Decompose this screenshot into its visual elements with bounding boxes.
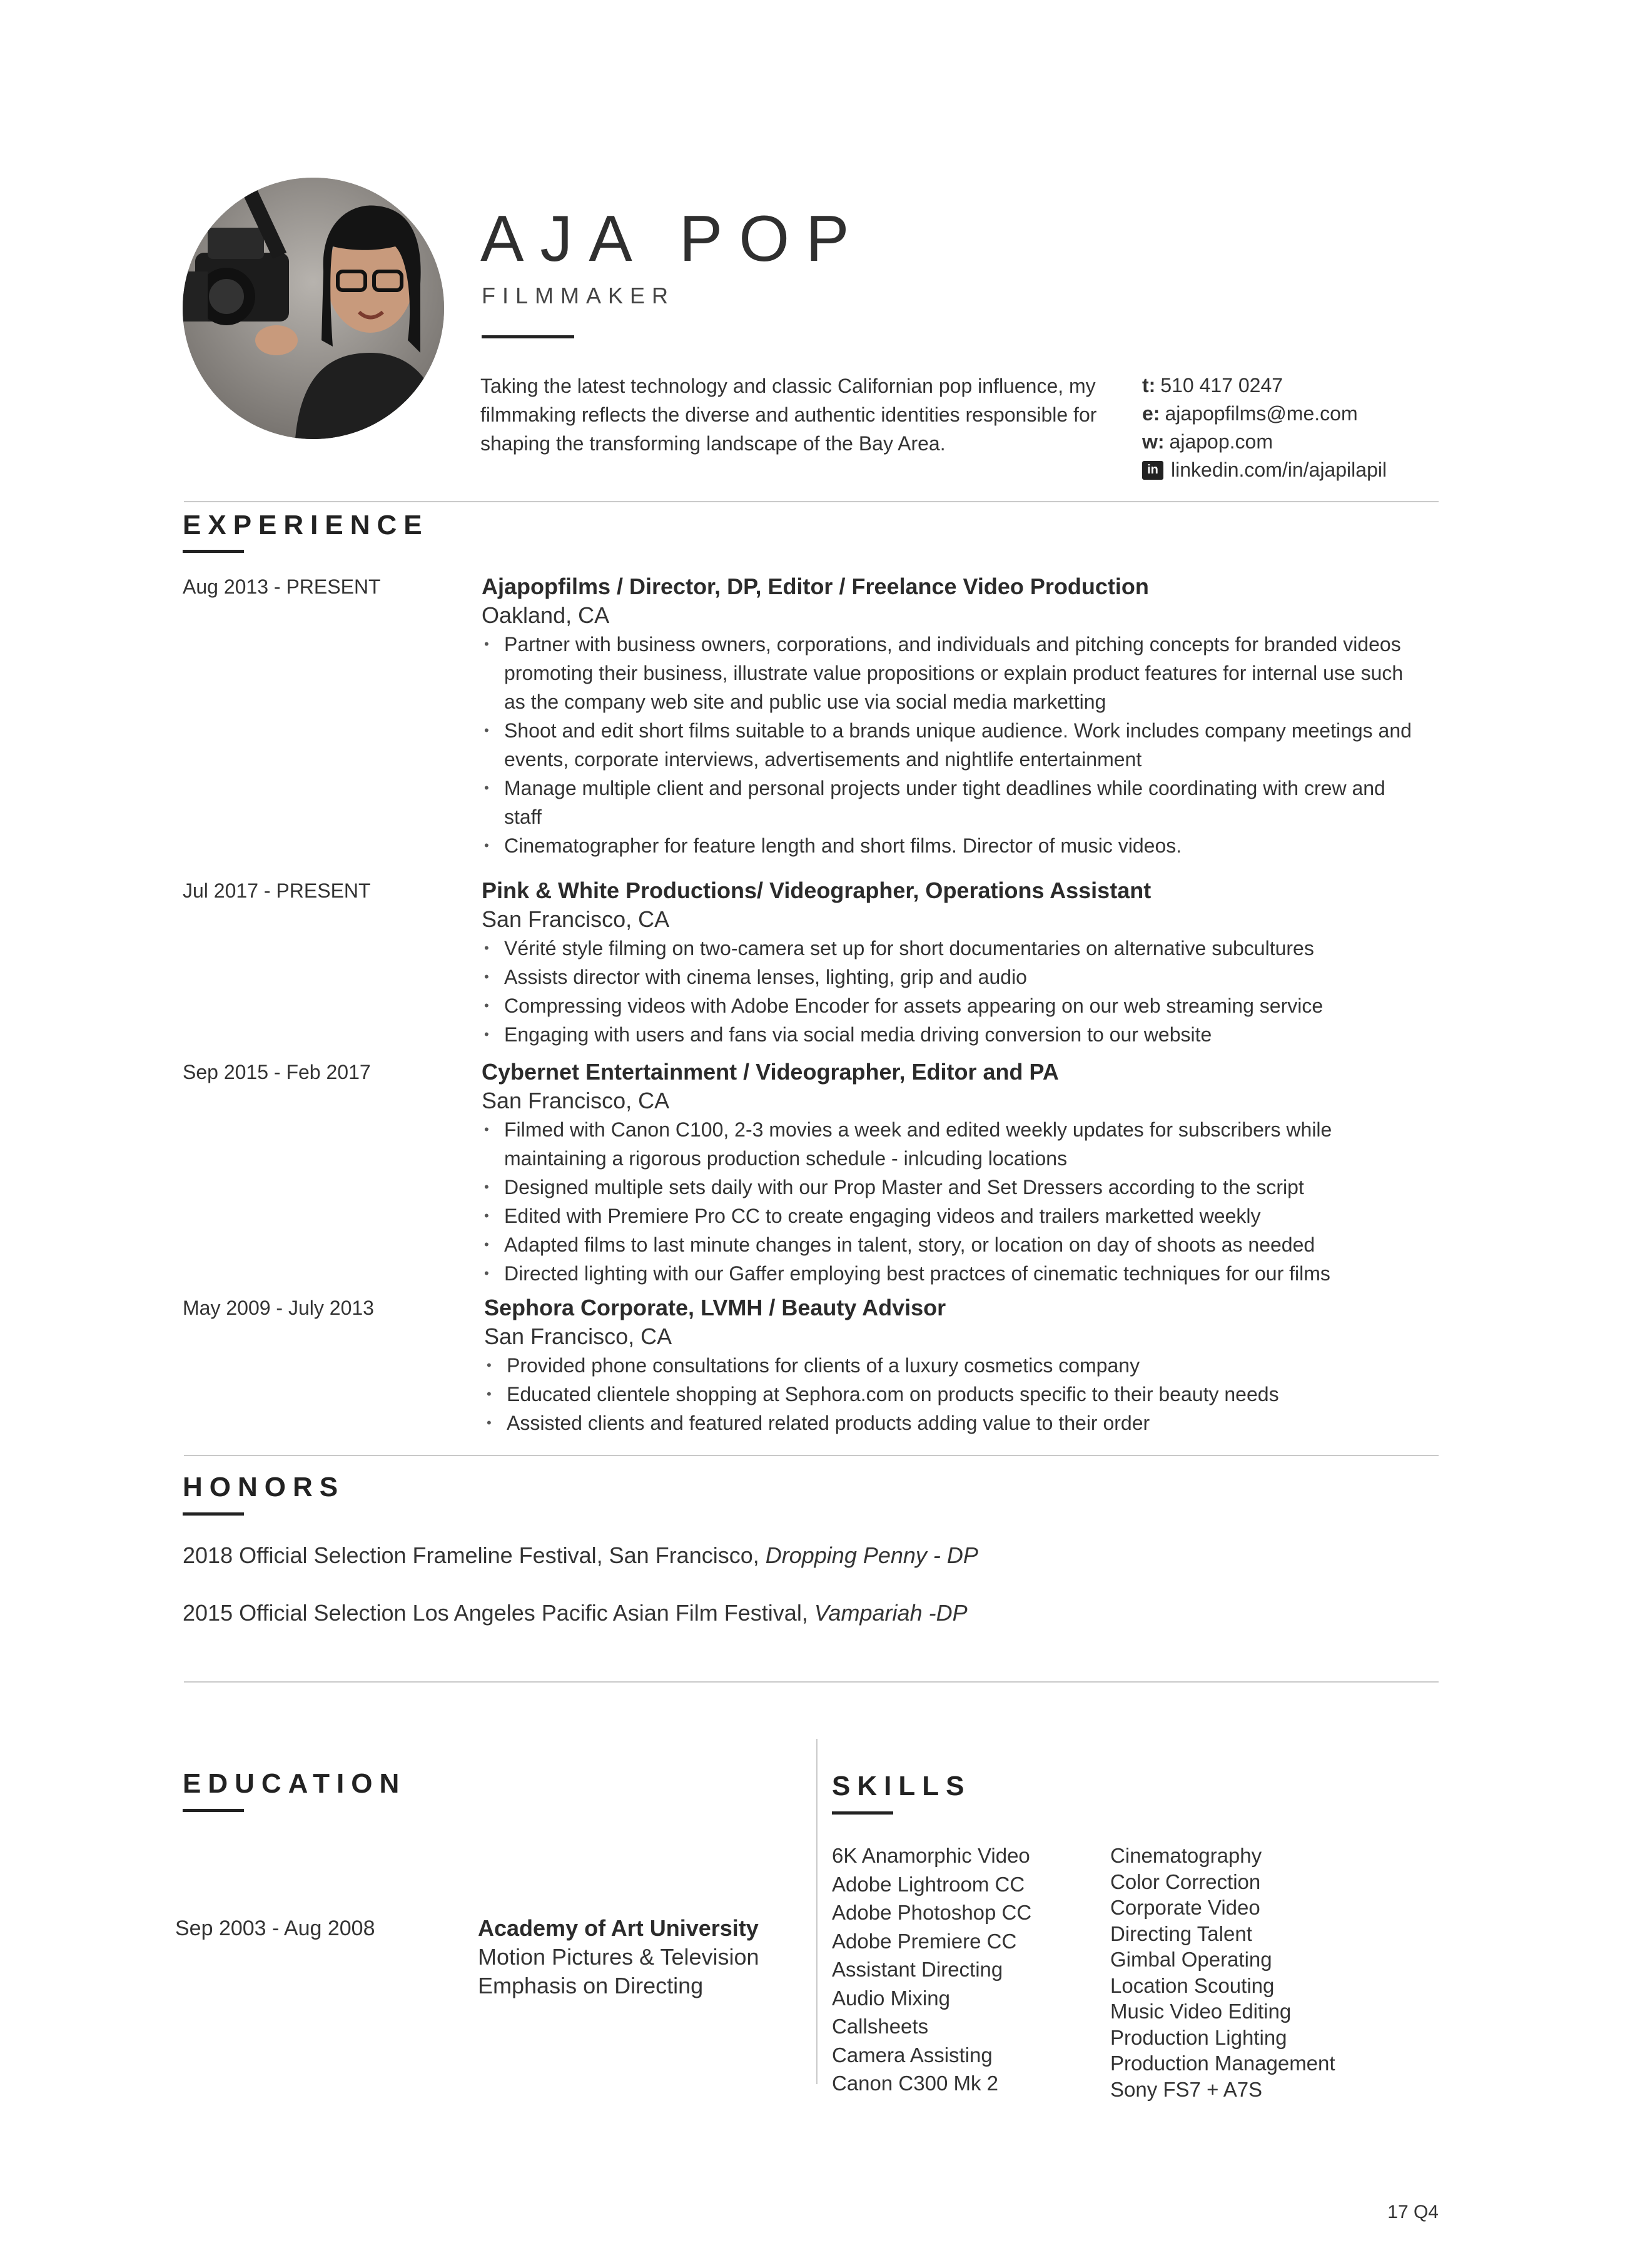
- job-bullet: • Shoot and edit short films suitable to a brands unique audience. Work includes company meetings and events, corporate interviews, advertisements and nightlife entertainment: [482, 716, 1426, 774]
- job-3-title: Cybernet Entertainment / Videographer, Editor and PA: [482, 1059, 1059, 1085]
- web-label: w:: [1142, 430, 1165, 453]
- candidate-name: AJA POP: [480, 203, 866, 275]
- header-divider: [184, 501, 1439, 502]
- job-2-bullets: [482, 934, 1426, 1049]
- skill-item: Cinematography: [1110, 1844, 1262, 1867]
- phone-value: 510 417 0247: [1160, 374, 1283, 397]
- job-4-dates: May 2009 - July 2013: [183, 1297, 374, 1319]
- education-school: Academy of Art University: [478, 1915, 759, 1941]
- job-bullet: • Engaging with users and fans via social media driving conversion to our website: [482, 1020, 1426, 1049]
- skill-item: Audio Mixing: [832, 1986, 950, 2010]
- skill-item: Music Video Editing: [1110, 2000, 1292, 2023]
- skills-heading: SKILLS: [832, 1771, 971, 1801]
- skill-item: Production Lighting: [1110, 2025, 1287, 2049]
- job-3-dates: Sep 2015 - Feb 2017: [183, 1061, 371, 1083]
- contact-web: [1142, 428, 1387, 456]
- skill-item: Adobe Photoshop CC: [832, 1901, 1032, 1924]
- skill-item: Gimbal Operating: [1110, 1948, 1272, 1971]
- title-underline: [482, 335, 574, 338]
- honor-work: Vampariah -DP: [814, 1600, 968, 1626]
- candidate-title: FILMMAKER: [482, 283, 676, 308]
- education-heading: EDUCATION: [183, 1768, 407, 1799]
- phone-label: t:: [1142, 374, 1156, 397]
- job-bullet: • Adapted films to last minute changes in talent, story, or location on day of shoots as needed: [482, 1230, 1426, 1259]
- experience-heading-rule: [183, 550, 244, 553]
- job-4-title: Sephora Corporate, LVMH / Beauty Advisor: [484, 1295, 946, 1320]
- job-bullet: • Compressing videos with Adobe Encoder for assets appearing on our web streaming service: [482, 991, 1426, 1020]
- honor-text: 2018 Official Selection Frameline Festival, San Francisco,: [183, 1542, 766, 1568]
- job-1-dates: Aug 2013 - PRESENT: [183, 575, 381, 598]
- skill-item: Callsheets: [832, 2015, 929, 2038]
- job-bullet: • Cinematographer for feature length and short films. Director of music videos.: [482, 831, 1426, 860]
- education-heading-rule: [183, 1809, 244, 1812]
- job-2-title: Pink & White Productions/ Videographer, Operations Assistant: [482, 878, 1152, 903]
- job-bullet: • Manage multiple client and personal projects under tight deadlines while coordinating with crew and staff: [482, 774, 1426, 831]
- profile-photo: [183, 178, 444, 439]
- job-1-location: Oakland, CA: [482, 602, 610, 628]
- profile-summary: Taking the latest technology and classic Californian pop influence, my filmmaking reflects the diverse and authentic identities responsible for shaping the transforming landscape of the Bay Area.: [480, 375, 1097, 455]
- skill-item: Directing Talent: [1110, 1921, 1252, 1945]
- honor-item: [183, 1598, 968, 1628]
- education-emphasis: Emphasis on Directing: [478, 1973, 704, 1998]
- footer-version: 17 Q4: [1387, 2202, 1439, 2222]
- job-bullet: • Vérité style filming on two-camera set up for short documentaries on alternative subcultures: [482, 934, 1426, 963]
- job-bullet: • Directed lighting with our Gaffer employing best practces of cinematic techniques for our films: [482, 1259, 1426, 1288]
- job-bullet: • Filmed with Canon C100, 2-3 movies a week and edited weekly updates for subscribers while maintaining a rigorous production schedule - inlcuding locations: [482, 1115, 1426, 1173]
- skill-item: Color Correction: [1110, 1870, 1261, 1893]
- education-program: Motion Pictures & Television: [478, 1944, 759, 1970]
- contact-phone: [1142, 372, 1387, 400]
- education-entry: [478, 1914, 759, 2000]
- experience-heading: EXPERIENCE: [183, 510, 429, 540]
- linkedin-icon: in: [1142, 461, 1163, 480]
- job-4-bullets: [484, 1351, 1429, 1437]
- job-entry: [484, 1293, 1429, 1437]
- skills-column-2: [1110, 1843, 1335, 2102]
- skill-item: Adobe Lightroom CC: [832, 1872, 1025, 1896]
- honors-heading: HONORS: [183, 1472, 345, 1502]
- web-value[interactable]: ajapop.com: [1169, 430, 1273, 453]
- job-bullet: • Assists director with cinema lenses, lighting, grip and audio: [482, 963, 1426, 991]
- job-entry: [482, 572, 1426, 860]
- job-1-bullets: [482, 630, 1426, 860]
- job-2-location: San Francisco, CA: [482, 906, 670, 932]
- skill-item: Adobe Premiere CC: [832, 1929, 1017, 1953]
- education-dates: Sep 2003 - Aug 2008: [175, 1916, 375, 1940]
- skill-item: Camera Assisting: [832, 2043, 993, 2067]
- contact-linkedin: [1142, 456, 1387, 484]
- column-divider: [816, 1739, 818, 2084]
- job-bullet: • Educated clientele shopping at Sephora.com on products specific to their beauty needs: [484, 1380, 1429, 1409]
- linkedin-value[interactable]: linkedin.com/in/ajapilapil: [1171, 458, 1387, 481]
- skill-item: Location Scouting: [1110, 1973, 1275, 1997]
- job-bullet: • Partner with business owners, corporations, and individuals and pitching concepts for branded videos promoting their business, illustrate value propositions or explain product features for internal use such as the company web site and public use via social media marketting: [482, 630, 1426, 716]
- skill-item: Canon C300 Mk 2: [832, 2072, 998, 2095]
- job-3-location: San Francisco, CA: [482, 1088, 670, 1113]
- skills-heading-rule: [832, 1811, 893, 1815]
- job-bullet: • Edited with Premiere Pro CC to create engaging videos and trailers marketted weekly: [482, 1202, 1426, 1230]
- job-bullet: • Provided phone consultations for clients of a luxury cosmetics company: [484, 1351, 1429, 1380]
- skill-item: Sony FS7 + A7S: [1110, 2077, 1263, 2101]
- honor-item: [183, 1541, 978, 1571]
- job-4-location: San Francisco, CA: [484, 1324, 672, 1349]
- honors-heading-rule: [183, 1512, 244, 1516]
- job-1-title: Ajapopfilms / Director, DP, Editor / Freelance Video Production: [482, 574, 1149, 599]
- portrait-image: [183, 178, 444, 439]
- honor-work: Dropping Penny - DP: [765, 1542, 978, 1568]
- job-bullet: • Assisted clients and featured related products adding value to their order: [484, 1409, 1429, 1437]
- skill-item: Assistant Directing: [832, 1958, 1003, 1981]
- contact-email: [1142, 400, 1387, 428]
- honor-text: 2015 Official Selection Los Angeles Pacific Asian Film Festival,: [183, 1600, 814, 1626]
- job-3-bullets: [482, 1115, 1426, 1288]
- skill-item: Production Management: [1110, 2052, 1335, 2075]
- skill-item: Corporate Video: [1110, 1896, 1260, 1919]
- email-value[interactable]: ajapopfilms@me.com: [1165, 402, 1358, 425]
- job-bullet: • Designed multiple sets daily with our Prop Master and Set Dressers according to the script: [482, 1173, 1426, 1202]
- job-entry: [482, 1058, 1426, 1288]
- skill-item: 6K Anamorphic Video: [832, 1844, 1030, 1867]
- honors-divider: [184, 1681, 1439, 1683]
- job-2-dates: Jul 2017 - PRESENT: [183, 879, 371, 902]
- contact-block: [1142, 372, 1387, 484]
- skills-column-1: [832, 1841, 1031, 2098]
- experience-divider: [184, 1455, 1439, 1456]
- email-label: e:: [1142, 402, 1160, 425]
- job-entry: [482, 876, 1426, 1049]
